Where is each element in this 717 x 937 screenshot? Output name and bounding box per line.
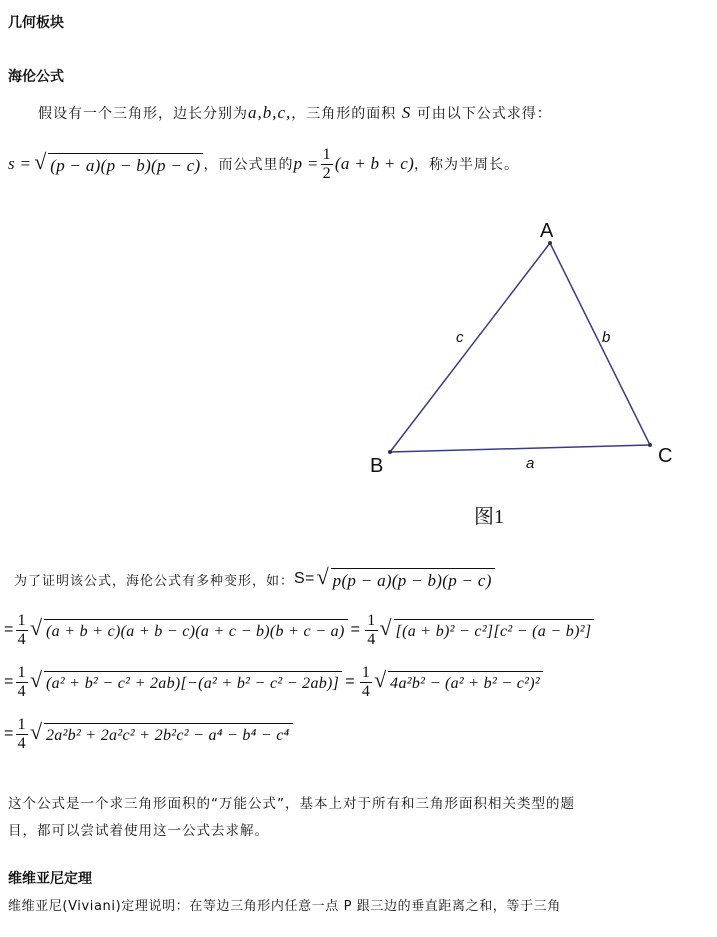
section-title: 几何板块 bbox=[8, 15, 64, 31]
side-c-line bbox=[390, 243, 550, 452]
half-num: 1 bbox=[322, 145, 331, 163]
line1-radical-a: √ (a + b + c)(a + b − c)(a + c − b)(b + c − a) bbox=[30, 619, 348, 642]
intro-suffix: 可由以下公式求得： bbox=[416, 106, 552, 122]
quarter-den: 4 bbox=[17, 734, 26, 752]
line1-eq: = bbox=[350, 621, 361, 638]
quarter-num: 1 bbox=[367, 611, 376, 629]
vertex-b-label: B bbox=[370, 455, 384, 477]
heron-formula bbox=[8, 142, 519, 186]
line3-lhs: = bbox=[4, 725, 14, 742]
figure-caption: 图1 bbox=[474, 506, 504, 528]
formula-half bbox=[321, 146, 333, 183]
line3-radicand: 2a²b² + 2a²c² + 2b²c² − a⁴ − b⁴ − c⁴ bbox=[44, 723, 293, 746]
summary-line-1: 这个公式是一个求三角形面积的“万能公式”，基本上对于所有和三角形面积相关类型的题 bbox=[8, 796, 575, 812]
intro-sides: a,b,c, bbox=[248, 103, 292, 122]
line2-radical-a: √ (a² + b² − c² + 2ab)[−(a² + b² − c² − 2ab)] bbox=[30, 671, 342, 694]
line1-radicand-b: [(a + b)² − c²][c² − (a − b)²] bbox=[394, 619, 595, 642]
line1-quarter-a bbox=[16, 612, 28, 649]
quarter-den: 4 bbox=[17, 682, 26, 700]
proof-intro-lhs: S= bbox=[294, 570, 315, 587]
line2-radical-b: √ 4a²b² − (a² + b² − c²)² bbox=[374, 671, 543, 694]
formula-lhs: s = bbox=[8, 154, 32, 173]
vertex-c-label: C bbox=[658, 445, 673, 467]
line2-quarter-a bbox=[16, 664, 28, 701]
vertex-c-dot bbox=[648, 443, 652, 447]
line1-radicand-a: (a + b + c)(a + b − c)(a + c − b)(b + c − a) bbox=[44, 619, 348, 642]
line2-eq: = bbox=[345, 673, 355, 690]
viviani-line-1: 维维亚尼(Viviani)定理说明：在等边三角形内任意一点 P 跟三边的垂直距离之和，等于三角 bbox=[8, 899, 561, 914]
proof-line-3 bbox=[4, 712, 293, 756]
proof-intro-radical: √ p(p − a)(p − b)(p − c) bbox=[317, 568, 495, 591]
side-b-label: b bbox=[602, 329, 611, 346]
formula-end-text: ，称为半周长。 bbox=[414, 157, 520, 173]
line2-radicand-a: (a² + b² − c² + 2ab)[−(a² + b² − c² − 2ab)] bbox=[44, 671, 342, 694]
formula-p-rhs: (a + b + c) bbox=[334, 154, 415, 173]
side-c-label: c bbox=[456, 329, 464, 346]
proof-intro-text: 为了证明该公式，海伦公式有多种变形，如： bbox=[14, 573, 295, 589]
formula-p: p = bbox=[293, 154, 319, 173]
heron-title: 海伦公式 bbox=[8, 69, 64, 85]
formula-mid-text: ，而公式里的 bbox=[203, 157, 294, 173]
quarter-num: 1 bbox=[17, 663, 26, 681]
quarter-num: 1 bbox=[17, 611, 26, 629]
line2-quarter-b bbox=[360, 664, 372, 701]
line1-quarter-b bbox=[365, 612, 377, 649]
vertex-b-dot bbox=[388, 450, 392, 454]
intro-prefix: 假设有一个三角形，边长分别为 bbox=[38, 106, 248, 122]
line3-quarter bbox=[16, 716, 28, 753]
triangle-figure bbox=[350, 210, 690, 540]
intro-middle: ，三角形的面积 bbox=[291, 106, 397, 122]
quarter-den: 4 bbox=[17, 630, 26, 648]
quarter-num: 1 bbox=[17, 715, 26, 733]
side-b-line bbox=[550, 243, 650, 445]
side-a-line bbox=[390, 445, 650, 452]
line1-radical-b: √ [(a + b)² − c²][c² − (a − b)²] bbox=[380, 619, 595, 642]
proof-line-1 bbox=[4, 608, 594, 652]
line2-lhs: = bbox=[4, 673, 14, 690]
summary-line-2: 目，都可以尝试着使用这一公式去求解。 bbox=[8, 823, 269, 839]
half-den: 2 bbox=[322, 164, 331, 182]
line1-lhs: = bbox=[4, 621, 14, 638]
side-a-label: a bbox=[526, 455, 535, 472]
proof-intro-radicand: p(p − a)(p − b)(p − c) bbox=[331, 568, 495, 591]
quarter-den: 4 bbox=[367, 630, 376, 648]
line2-radicand-b: 4a²b² − (a² + b² − c²)² bbox=[388, 671, 543, 694]
vertex-a-label: A bbox=[540, 220, 554, 242]
formula-radicand: (p − a)(p − b)(p − c) bbox=[48, 153, 203, 176]
viviani-title: 维维亚尼定理 bbox=[8, 871, 92, 887]
quarter-den: 4 bbox=[361, 682, 371, 700]
quarter-num: 1 bbox=[361, 663, 371, 681]
formula-radical: √ (p − a)(p − b)(p − c) bbox=[34, 153, 203, 176]
heron-intro bbox=[38, 103, 552, 123]
intro-area-symbol: S bbox=[401, 103, 412, 122]
proof-line-2 bbox=[4, 660, 543, 704]
line3-radical: √ 2a²b² + 2a²c² + 2b²c² − a⁴ − b⁴ − c⁴ bbox=[30, 723, 293, 746]
proof-intro bbox=[14, 562, 495, 596]
